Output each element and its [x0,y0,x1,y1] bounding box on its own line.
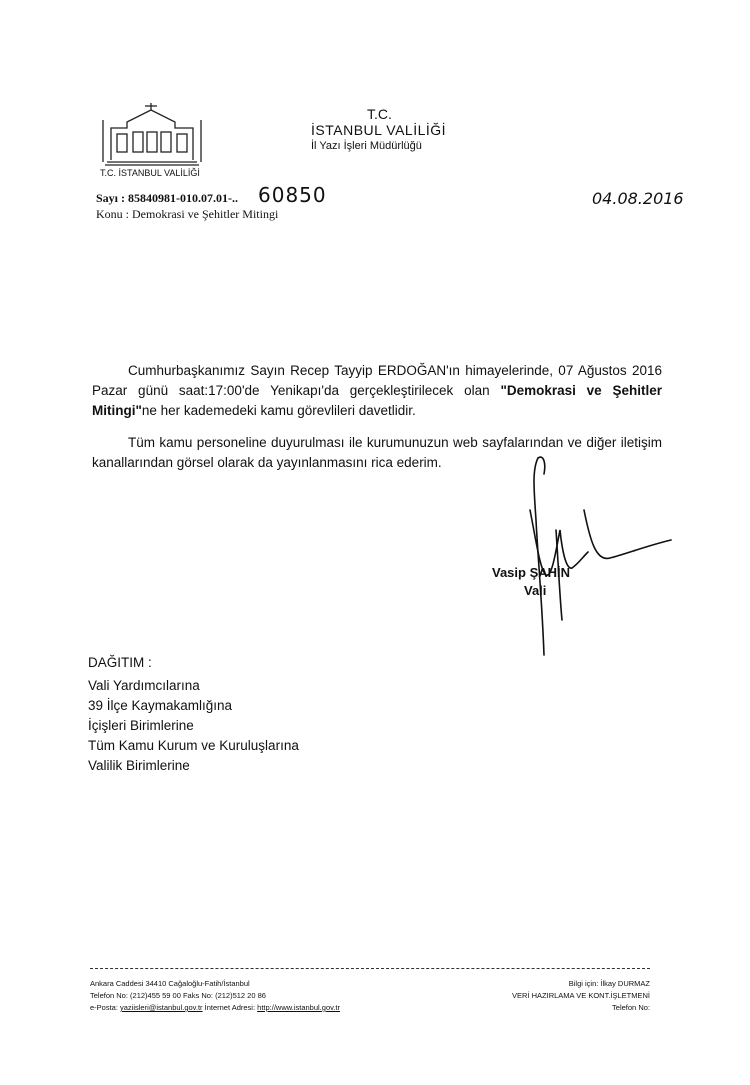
header-tc: T.C. [367,106,392,122]
email-link[interactable]: yaziisleri@istanbul.gov.tr [120,1003,203,1012]
handwritten-signature [486,450,676,665]
body-paragraph-2: Tüm kamu personeline duyurulması ile kurumunuzun web sayfalarından ve diğer iletişim kanallarından görsel olarak da yayınlanmasını rica ederim. [92,435,662,470]
signer-name: Vasip ŞAHİN [492,565,571,580]
web-link[interactable]: http://www.istanbul.gov.tr [257,1003,340,1012]
list-item: Valilik Birimlerine [88,758,190,773]
footer-divider [90,968,650,969]
header-department: İl Yazı İşleri Müdürlüğü [311,140,422,152]
footer-phone-right: Telefon No: [612,1003,650,1012]
subject-line: Konu : Demokrasi ve Şehitler Mitingi [96,207,279,221]
list-item: Tüm Kamu Kurum ve Kuruluşlarına [88,738,299,753]
reference-number-label: Sayı : 85840981-010.07.01-.. [96,191,238,205]
logo-caption: T.C. İSTANBUL VALİLİĞİ [100,168,200,178]
body-paragraph-1: Cumhurbaşkanımız Sayın Recep Tayyip ERDOĞAN'ın himayelerinde, 07 Ağustos 2016 Pazar günü saat:17:00'de Yenikapı'da gerçekleştirilecek olan "Demokrasi ve Şehitler Mitingi"ne her kademedeki kamu görevlileri davetlidir. [92,363,662,418]
footer-info-contact: Bilgi için: İlkay DURMAZ [568,979,650,988]
footer-web: e-Posta: yaziisleri@istanbul.gov.tr İnternet Adresi: http://www.istanbul.gov.tr [90,1003,340,1012]
rally-name: "Demokrasi ve Şehitler Mitingi" [92,383,662,418]
reference-number-handwritten: 60850 [258,183,327,207]
header-governorship: İSTANBUL VALİLİĞİ [311,122,447,138]
footer-address: Ankara Caddesi 34410 Cağaloğlu-Fatih/İstanbul [90,979,250,988]
distribution-heading: DAĞITIM : [88,655,152,670]
footer-info [456,978,650,1014]
list-item: İçişleri Birimlerine [88,718,194,733]
distribution-list [88,676,299,776]
footer-unit: VERİ HAZIRLAMA VE KONT.İŞLETMENİ [512,991,650,1000]
list-item: 39 İlçe Kaymakamlığına [88,698,233,713]
footer-phone: Telefon No: (212)455 59 00 Faks No: (212)512 20 86 [90,991,266,1000]
date-handwritten: 04.08.2016 [592,189,684,208]
list-item: Vali Yardımcılarına [88,678,200,693]
signer-title: Vali [524,583,547,598]
footer-contact [90,978,340,1014]
